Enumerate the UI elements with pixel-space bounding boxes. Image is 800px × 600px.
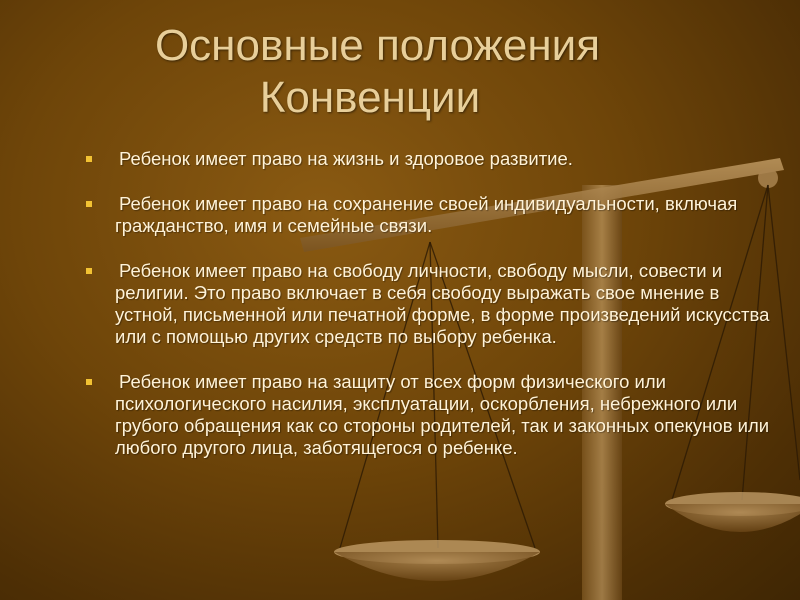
title-line-1: Основные положения [154, 21, 601, 70]
bullet-icon [86, 268, 92, 274]
point-text: Ребенок имеет право на свободу личности, свободу мысли, совести и религии. Это право включает в себя свободу выражать свое мнение в устной, письменной или печатной форме, в форме произведений искусства или с помощью других средств по выбору ребенка. [115, 260, 770, 347]
point-text: Ребенок имеет право на жизнь и здоровое развитие. [119, 148, 573, 169]
bullet-icon [86, 156, 92, 162]
point-text: Ребенок имеет право на сохранение своей индивидуальности, включая гражданство, имя и семейные связи. [115, 193, 738, 236]
points-list [70, 148, 770, 482]
list-item [70, 260, 770, 348]
list-item [70, 148, 770, 170]
bullet-icon [86, 201, 92, 207]
slide-title [0, 20, 800, 124]
list-item [70, 193, 770, 237]
list-item [70, 371, 770, 459]
title-line-2: Конвенции [259, 73, 481, 122]
bullet-icon [86, 379, 92, 385]
point-text: Ребенок имеет право на защиту от всех форм физического или психологического насилия, эксплуатации, оскорбления, небрежного или грубого обращения как со стороны родителей, так и законных опекунов или любого другого лица, заботящегося о ребенке. [115, 371, 770, 458]
